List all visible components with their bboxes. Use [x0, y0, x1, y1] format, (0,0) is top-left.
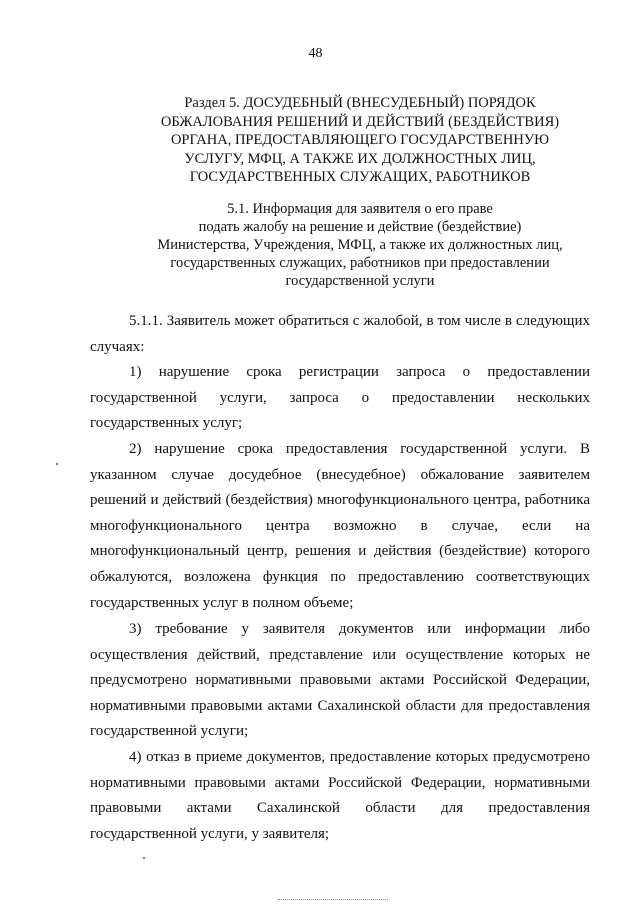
paragraph-line: случаях: [90, 338, 145, 355]
list-item-3 [90, 617, 590, 745]
paragraph-line: 2) нарушение срока предоставления государственной услуги. В [129, 441, 590, 457]
section-heading-line: ГОСУДАРСТВЕННЫХ СЛУЖАЩИХ, РАБОТНИКОВ [189, 169, 531, 185]
paragraph-line: нормативными правовыми актами Сахалинской области для предоставления [90, 697, 590, 714]
paragraph-line: 5.1.1. Заявитель может обратиться с жалобой, в том числе в следующих [129, 313, 590, 329]
section-heading-line: Раздел 5. ДОСУДЕБНЫЙ (ВНЕСУДЕБНЫЙ) ПОРЯДОК [184, 95, 536, 111]
paragraph-line: осуществления действий, представление или осуществление которых не [90, 646, 590, 663]
paragraph-line: 3) требование у заявителя документов или информации либо [129, 621, 590, 637]
paragraph-line: многофункционального центра возможно в случае, если на [90, 517, 590, 534]
list-item-1 [90, 360, 590, 437]
scan-speck [143, 857, 145, 859]
paragraph-line: государственных услуг; [90, 415, 243, 432]
paragraph-line: государственной услуги, у заявителя; [90, 825, 330, 842]
page-number: 48 [308, 46, 323, 61]
scan-edge-mark [278, 899, 388, 901]
list-item-2 [90, 437, 590, 616]
paragraph-line: обжалуются, возложена функция по предоставлению соответствующих [90, 568, 590, 585]
paragraph-line: указанном случае досудебное (внесудебное) обжалование заявителем [90, 466, 590, 483]
list-item-4 [90, 745, 590, 847]
section-heading [150, 94, 570, 187]
paragraph-line: решений и действий (бездействия) многофункционального центра, работника [90, 492, 590, 509]
subsection-heading [120, 200, 600, 290]
subsection-heading-line: Министерства, Учреждения, МФЦ, а также их должностных лиц, [157, 237, 563, 253]
section-heading-line: ОБЖАЛОВАНИЯ РЕШЕНИЙ И ДЕЙСТВИЙ (БЕЗДЕЙСТВИЯ) [160, 113, 560, 130]
subsection-heading-line: подать жалобу на решение и действие (бездействие) [198, 219, 522, 235]
paragraph-line: многофункциональный центр, решения и действия (бездействие) которого [90, 543, 590, 560]
scan-speck [56, 463, 58, 465]
paragraph-line: нормативными правовыми актами Российской Федерации, нормативными [90, 774, 590, 791]
subsection-heading-line: государственных служащих, работников при предоставлении [170, 255, 550, 271]
paragraph-line: государственных услуг в полном объеме; [90, 594, 354, 611]
section-heading-line: ОРГАНА, ПРЕДОСТАВЛЯЮЩЕГО ГОСУДАРСТВЕННУЮ [170, 132, 550, 148]
paragraph-line: государственной услуги, запроса о предоставлении нескольких [90, 389, 590, 406]
paragraph-line: 4) отказ в приеме документов, предоставление которых предусмотрено [129, 749, 590, 765]
paragraph-5-1-1 [90, 309, 590, 360]
section-heading-line: УСЛУГУ, МФЦ, А ТАКЖЕ ИХ ДОЛЖНОСТНЫХ ЛИЦ, [184, 150, 536, 167]
paragraph-line: государственной услуги; [90, 723, 249, 740]
paragraph-line: предусмотрено нормативными правовыми актами Российской Федерации, [90, 672, 590, 689]
paragraph-line: правовыми актами Сахалинской области для предоставления [90, 800, 590, 817]
subsection-heading-line: государственной услуги [285, 273, 435, 289]
subsection-heading-line: 5.1. Информация для заявителя о его праве [227, 201, 493, 217]
paragraph-line: 1) нарушение срока регистрации запроса о предоставлении [129, 364, 590, 380]
